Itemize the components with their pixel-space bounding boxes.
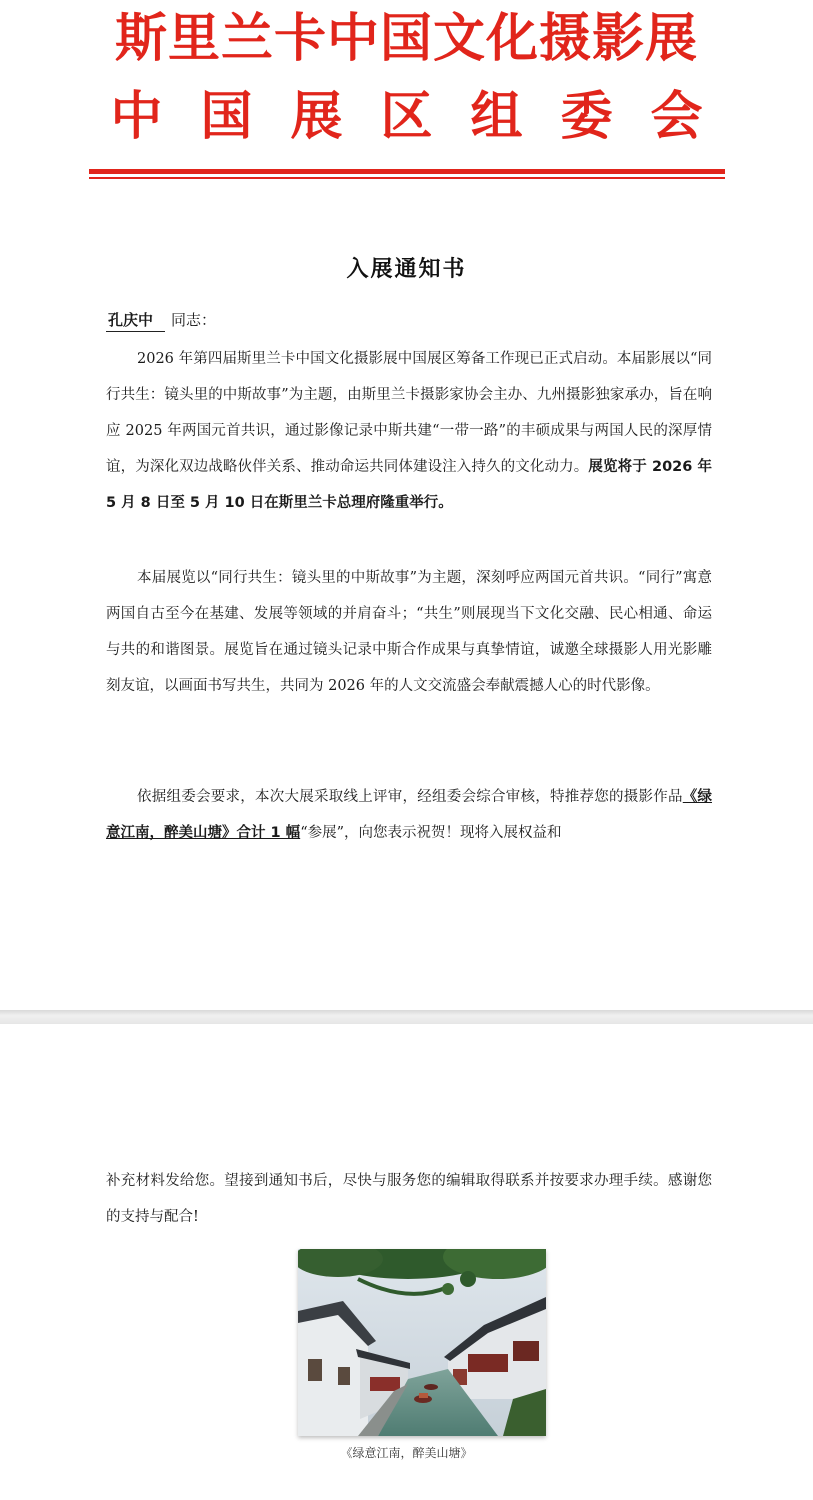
selected-work-title: 《绿意江南，醉美山塘》合计 1 幅	[106, 789, 712, 841]
letterhead-rule-thick	[89, 169, 725, 174]
recipient-suffix: 同志：	[171, 311, 217, 329]
paragraph-intro-text: 2026 年第四届斯里兰卡中国文化摄影展中国展区筹备工作现已正式启动。本届影展以“同行共生：镜头里的中斯故事”为主题，由斯里兰卡摄影家协会主办、九州摄影独家承办，旨在响应 2025 年两国元首共识，通过影像记录中斯共建“一带一路”的丰硕成果与两国人民的深厚情谊，为深化双边战略伙伴关系、推动命运共同体建设注入持久的文化动力。	[106, 351, 712, 475]
exhibition-photo	[298, 1249, 546, 1436]
paragraph-theme	[106, 560, 712, 704]
letterhead-rule-thin	[89, 177, 725, 179]
canal-scene-image	[298, 1249, 546, 1436]
paragraph-selection-tail: “参展”，向您表示祝贺！现将入展权益和	[300, 825, 562, 841]
recipient-name: 孔庆中	[106, 309, 165, 332]
paragraph-closing	[106, 1163, 712, 1235]
exhibition-date-statement: 展览将于 2026 年 5 月 8 日至 5 月 10 日在斯里兰卡总理府隆重举行。	[106, 459, 713, 511]
paragraph-theme-text: 本届展览以“同行共生：镜头里的中斯故事”为主题，深刻呼应两国元首共识。“同行”寓意两国自古至今在基建、发展等领域的并肩奋斗；“共生”则展现当下文化交融、民心相通、命运与共的和谐图景。展览旨在通过镜头记录中斯合作成果与真挚情谊，诚邀全球摄影人用光影雕刻友谊，以画面书写共生，共同为 2026 年的人文交流盛会奉献震撼人心的时代影像。	[106, 570, 712, 694]
letterhead-title-line1: 斯里兰卡中国文化摄影展	[114, 9, 698, 69]
paragraph-selection	[106, 779, 712, 851]
paragraph-closing-text: 补充材料发给您。望接到通知书后，尽快与服务您的编辑取得联系并按要求办理手续。感谢您的支持与配合!	[106, 1173, 712, 1225]
notice-title: 入展通知书	[346, 256, 467, 282]
salutation	[106, 309, 216, 332]
photo-caption: 《绿意江南，醉美山塘》	[340, 1446, 473, 1460]
page-break	[0, 1010, 813, 1024]
letterhead-title-line2: 中国展区组委会	[110, 87, 741, 147]
paragraph-intro	[106, 341, 712, 521]
paragraph-selection-text: 依据组委会要求，本次大展采取线上评审，经组委会综合审核，特推荐您的摄影作品	[137, 789, 683, 805]
